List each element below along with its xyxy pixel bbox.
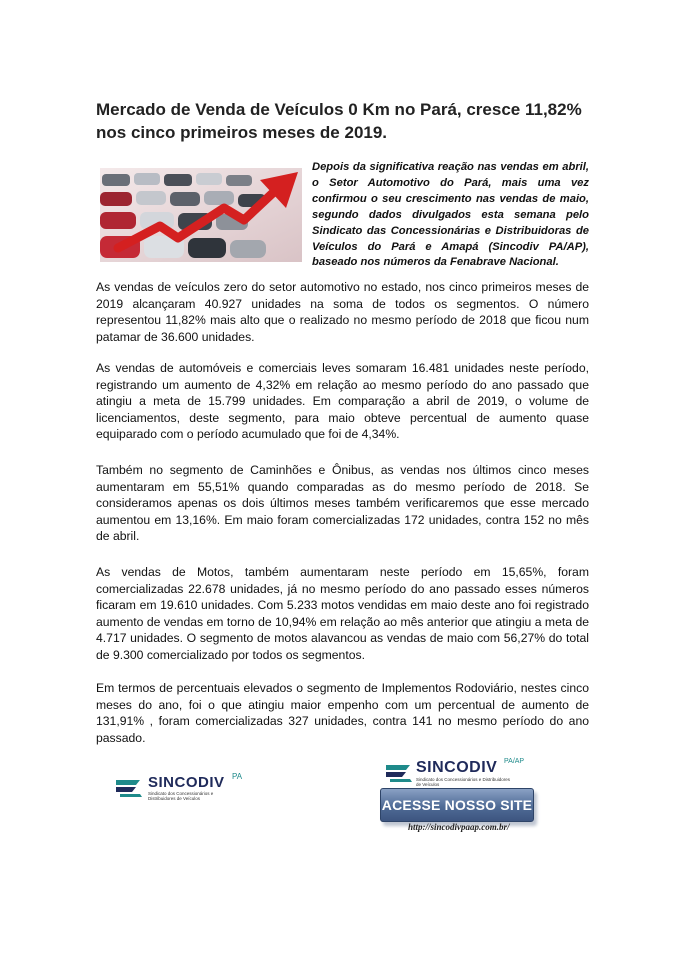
article-intro: Depois da significativa reação nas vendas em abril, o Setor Automotivo do Pará, mais uma vez confirmou o seu crescimento nas vendas de maio, segundo dados divulgados esta semana pelo Sindicato das Concessionárias e Distribuidoras de Veículos do Pará e Amapá (Sincodiv PA/AP), baseado nos números da Fenabrave Nacional. [312,161,589,269]
article-title: Mercado de Venda de Veículos 0 Km no Pará, cresce 11,82% nos cinco primeiros meses de 2019. [96,100,582,142]
logo-tagline: Sindicato dos Concessionários e Distribuidores de Veículos [416,777,511,787]
article-paragraph-4: As vendas de Motos, também aumentaram neste período em 15,65%, foram comercializadas 22.678 unidades, já no mesmo período do ano passado esses números ficaram em 19.610 unidades. Com 5.233 motos vendidas em maio deste ano foi registrado aumento de vendas em torno de 10,94% em relação ao mês anterior que atingiu a meta de 4.717 unidades. O segmento de motos alavancou as vendas de maio com 56,27% do total de 9.300 comercializado por todos os segmentos. [96,565,589,662]
site-url-link[interactable]: http://sincodivpaap.com.br/ [408,822,510,832]
sincodiv-emblem-icon [114,776,144,798]
hero-illustration [100,168,302,262]
sincodiv-emblem-icon [384,761,414,783]
logo-name: SINCODIV [148,774,225,791]
access-site-button[interactable]: ACESSE NOSSO SITE [380,788,534,822]
logo-suffix: PA/AP [504,758,525,765]
cars-growth-arrow-image [100,168,302,262]
article-paragraph-1: As vendas de veículos zero do setor automotivo no estado, nos cinco primeiros meses de 2019 alcançaram 40.927 unidades na soma de todos os segmentos. O número representou 11,82% mais alto que o realizado no mesmo período de 2018 que ficou num patamar de 36.600 unidades. [96,280,589,344]
logo-name: SINCODIV [416,759,498,776]
logo-tagline: Sindicato dos Concessionários e Distribuidores de Veículos [148,791,214,801]
sincodiv-pa-logo [114,774,274,802]
article-paragraph-2: As vendas de automóveis e comerciais leves somaram 16.481 unidades neste período, registrando um aumento de 4,32% em relação ao mesmo período do ano passado que atingiu a meta de 15.799 unidades. Em comparação a abril de 2019, o volume de licenciamentos, deste segmento, para maio obteve percentual de aumento quase equiparado com o período acumulado que foi de 4,34%. [96,361,589,442]
logo-suffix: PA [232,772,243,781]
article-paragraph-5: Em termos de percentuais elevados o segmento de Implementos Rodoviário, nestes cinco meses do ano, foi o que atingiu maior empenho com um percentual de aumento de 131,91% , foram comercializadas 327 unidades, contra 141 no mesmo período do ano passado. [96,681,589,745]
article-paragraph-3: Também no segmento de Caminhões e Ônibus, as vendas nos últimos cinco meses aumentaram em 55,51% quando comparadas as do mesmo período de 2018. Se consideramos apenas os dois últimos meses também verificaremos que esse mercado aumentou em 13,16%. Em maio foram comercializadas 172 unidades, contra 152 no mês de abril. [96,463,589,544]
sincodiv-pa-ap-logo [382,758,542,788]
